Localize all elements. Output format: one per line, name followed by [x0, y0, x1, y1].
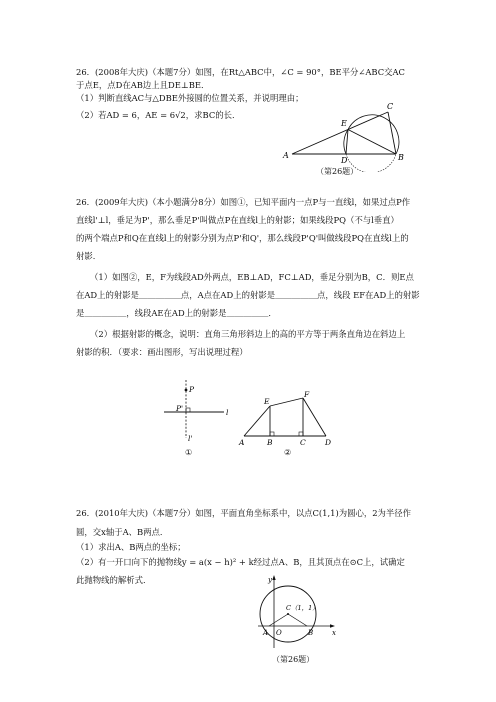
- q2009-sub1a: （1）如图②，E，F为线段AD外两点，EB⊥AD，FC⊥AD，垂足分别为B，C．则E点: [90, 272, 414, 282]
- q2010-sub2b: 此抛物线的解析式．: [76, 575, 152, 585]
- q2008-sub2: （2）若AD = 6，AE = 6√2，求BC的长．: [76, 110, 241, 120]
- figure-2009-2-caption: ②: [284, 448, 292, 457]
- label-E: E: [264, 397, 270, 406]
- label-B: B: [267, 438, 273, 447]
- label-y: y: [268, 576, 272, 584]
- label-O: O: [276, 629, 282, 637]
- label-C: C（1，1）: [286, 604, 319, 612]
- label-C: C: [387, 102, 394, 111]
- q2009-line2: 直线l'⊥l，垂足为P'，那么垂足P'叫做点P在直线l上的射影；如果线段PQ（不与l垂直）: [76, 215, 399, 225]
- label-x: x: [332, 629, 336, 637]
- q2009-sub2b: 射影的积．（要求：画出图形，写出说理过程）: [76, 347, 248, 357]
- label-D2: D: [341, 156, 348, 165]
- figure-2008-triangle: [280, 100, 420, 172]
- figure-2009-1-caption: ①: [185, 448, 193, 457]
- figure-2010-circle: [256, 574, 338, 654]
- q2010-line2: 圆，交x轴于A、B两点．: [76, 527, 169, 537]
- q2010-sub2a: （2）有一开口向下的抛物线y = a(x − h)² + k经过点A、B，且其顶点在⊙C上，试确定: [76, 557, 405, 567]
- label-A: A: [239, 438, 245, 447]
- q2009-sub2a: （2）根据射影的概念，说明：直角三角形斜边上的高的平方等于两条直角边在斜边上: [90, 329, 406, 339]
- label-A: A: [283, 151, 289, 160]
- q2010-line1: 26．(2010年大庆)（本题7分）如图，平面直角坐标系中，以点C(1,1)为圆心，2为半径作: [76, 508, 412, 518]
- q2008-line1: 26．(2008年大庆)（本题7分）如图，在Rt△ABC中，∠C = 90°，BE平分∠ABC交AC: [76, 67, 405, 77]
- q2009-sub1b: 在AD上的射影是＿＿＿＿＿点，A点在AD上的射影是＿＿＿＿＿点，线段 EF在AD上的射影: [76, 290, 420, 300]
- label-D: D: [325, 438, 332, 447]
- label-P: P: [189, 385, 195, 394]
- q2008-line2: 于点E，点D在AB边上且DE⊥BE．: [76, 80, 210, 90]
- figure-2009-1: [158, 378, 238, 446]
- figure-2010-caption: （第26题）: [272, 655, 315, 664]
- label-A: A: [263, 629, 269, 637]
- label-B: B: [308, 629, 314, 637]
- q2008-sub1: （1）判断直线AC与△DBE外接圆的位置关系，并说明理由；: [76, 93, 304, 103]
- q2009-line3: 的两个端点P和Q在直线l上的射影分别为点P'和Q'，那么线段P'Q'叫做线段PQ在直线l上的: [76, 233, 409, 243]
- label-C: C: [300, 438, 306, 447]
- label-l-prime: l': [188, 434, 193, 443]
- label-D: E: [341, 119, 347, 128]
- figure-2009-2: [236, 388, 340, 448]
- label-B: B: [398, 153, 404, 162]
- label-l: l: [226, 408, 229, 417]
- question-2009: [76, 196, 448, 359]
- q2009-sub1c: 是＿＿＿＿＿，线段AE在AD上的射影是＿＿＿＿＿．: [76, 308, 277, 318]
- label-P-prime: P': [176, 404, 184, 413]
- q2009-line4: 射影．: [76, 251, 102, 261]
- q2009-line1: 26．(2009年大庆)（本小题满分8分）如图①，已知平面内一点P与一直线l，如果过点P作: [76, 197, 411, 207]
- figure-2008-caption: （第26题）: [316, 167, 359, 176]
- label-F: F: [304, 390, 310, 399]
- q2010-sub1: （1）求出A、B两点的坐标；: [76, 542, 186, 552]
